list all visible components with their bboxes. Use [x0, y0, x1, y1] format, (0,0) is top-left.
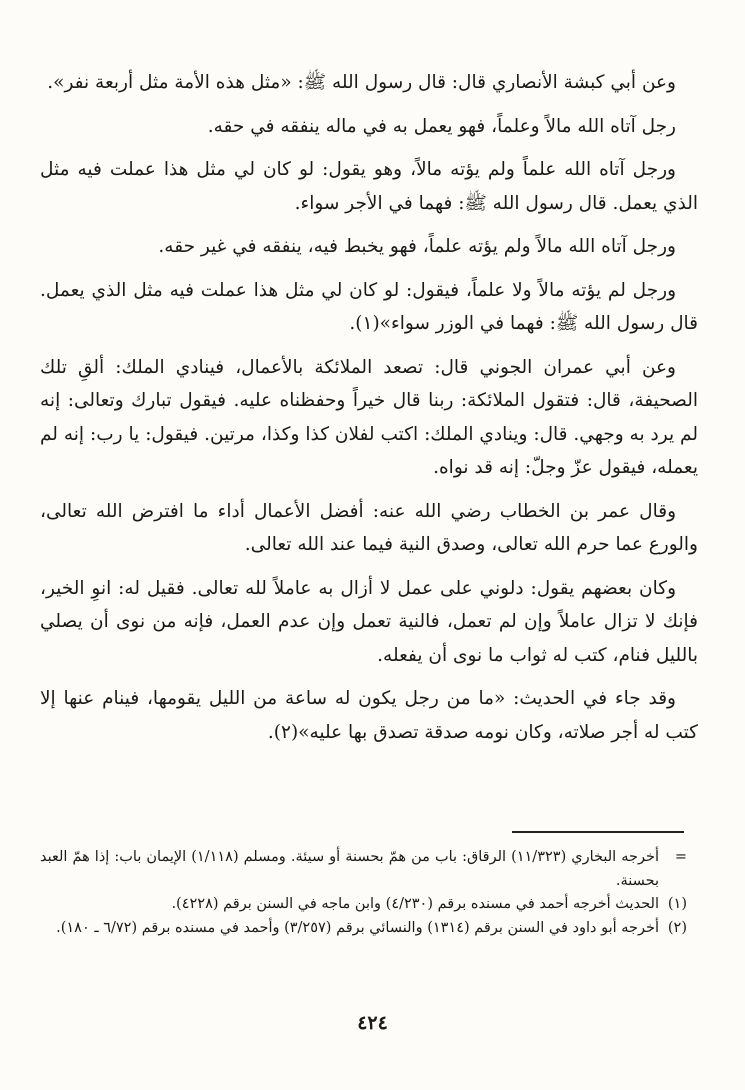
footnotes: [40, 846, 687, 940]
paragraph-1: وعن أبي كبشة الأنصاري قال: قال رسول الله ﷺ: «مثل هذه الأمة مثل أربعة نفر».: [47, 72, 676, 93]
paragraph-7: وقال عمر بن الخطاب رضي الله عنه: أفضل الأعمال أداء ما افترض الله تعالى، والورع عما حرم الله تعالى، وصدق النية فيما عند الله تعالى.: [40, 500, 698, 555]
footnote-text: أخرجه أبو داود في السنن برقم (١٣١٤) والنسائي برقم (٣/٢٥٧) وأحمد في مسنده برقم (٦/٧٢ ـ ١٨٠).: [56, 919, 659, 936]
footnote-mark: =: [674, 849, 687, 865]
footnote-text: الحديث أخرجه أحمد في مسنده برقم (٤/٢٣٠) وابن ماجه في السنن برقم (٤٢٢٨).: [171, 896, 659, 912]
footnote-mark: (٢): [667, 919, 687, 936]
paragraph-5: ورجل لم يؤته مالاً ولا علماً، فيقول: لو كان لي مثل هذا عملت فيه مثل الذي يعمل. قال رسول الله ﷺ: فهما في الوزر سواء»(١).: [40, 279, 698, 334]
footnote-continuation: [40, 846, 687, 893]
paragraph-2: رجل آتاه الله مالاً وعلماً، فهو يعمل به في ماله ينفقه في حقه.: [207, 115, 676, 137]
paragraph-3: ورجل آتاه الله علماً ولم يؤته مالاً، وهو يقول: لو كان لي مثل هذا عملت فيه مثل الذي يعمل. قال رسول الله ﷺ: فهما في الأجر سواء.: [40, 159, 698, 214]
main-text: [40, 66, 698, 759]
paragraph-8: وكان بعضهم يقول: دلوني على عمل لا أزال به عاملاً لله تعالى. فقيل له: انوِ الخير، فإنك لا تزال عاملاً وإن لم تعمل، فالنية تعمل وإن عدم العمل، فإنه من نوى أن يصلي بالليل فنام، كتب له ثواب ما نوى أن يفعله.: [40, 577, 698, 666]
footnote-mark: (١): [667, 896, 687, 912]
footnote-separator: [512, 831, 684, 833]
paragraph-6: وعن أبي عمران الجوني قال: تصعد الملائكة بالأعمال، فينادي الملك: ألقِ تلك الصحيفة، قال: فتقول الملائكة: ربنا قال خيراً وحفظناه عليه. فيقول تبارك وتعالى: إنه لم يرد به وجهي. قال: وينادي الملك: اكتب لفلان كذا وكذا، مرتين. فيقول: يا رب: إنه لم يعمله، فيقول عزّ وجلّ: إنه قد نواه.: [40, 356, 698, 478]
footnote-1: [40, 893, 687, 917]
paragraph-9: وقد جاء في الحديث: «ما من رجل يكون له ساعة من الليل يقومها، فينام عنها إلا كتب له أجر صلاته، وكان نومه صدقة تصدق بها عليه»(٢).: [40, 688, 698, 743]
footnote-2: [40, 917, 687, 941]
paragraph-4: ورجل آتاه الله مالاً ولم يؤته علماً، فهو يخبط فيه، ينفقه في غير حقه.: [158, 236, 676, 257]
page-number: ٤٢٤: [357, 1012, 388, 1034]
footnote-text: أخرجه البخاري (١١/٣٢٣) الرقاق: باب من همّ بحسنة أو سيئة. ومسلم (١/١١٨) الإيمان باب: إذا همّ العبد بحسنة.: [40, 849, 659, 889]
